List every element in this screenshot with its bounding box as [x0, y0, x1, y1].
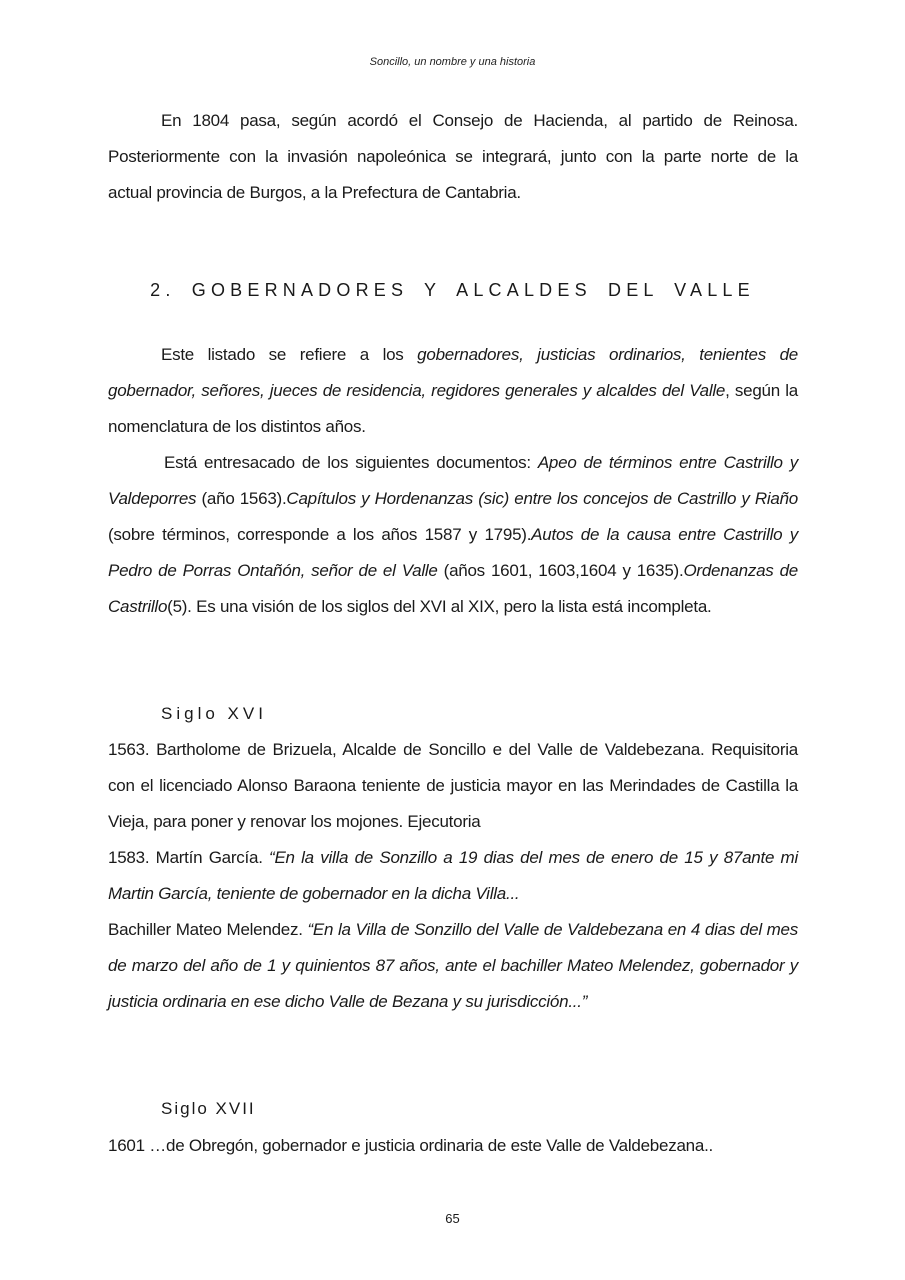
- siglo-xvii-label: Siglo XVII: [161, 1099, 256, 1118]
- fuentes-doc-title: Capítulos y Hordenanzas (sic) entre los concejos de Castrillo y Riaño: [286, 489, 798, 508]
- entry-quote: “En la villa de Sonzillo a 19 dias del mes de enero de 15 y 87ante mi Martin García, teniente de gobernador en la dicha Villa...: [108, 848, 798, 903]
- fuentes-doc-title: Apeo de términos entre Castrillo y Valdeporres: [108, 453, 798, 508]
- siglo-xvi-label: Siglo XVI: [161, 704, 267, 723]
- intro-line: Posteriormente con la invasión napoleónica se integrará, junto con la parte norte de la: [108, 147, 798, 166]
- entry-1601: 1601 …de Obregón, gobernador e justicia ordinaria de este Valle de Valdebezana..: [108, 1136, 714, 1155]
- intro-line: En 1804 pasa, según acordó el Consejo de Hacienda, al partido de Reinosa.: [161, 111, 798, 130]
- listado-text: [108, 337, 798, 445]
- entry-name: 1583. Martín García.: [108, 848, 270, 867]
- listado-text-plain: Este listado se refiere a los: [161, 345, 418, 364]
- intro-paragraph: [108, 103, 798, 211]
- entry-name: Bachiller Mateo Melendez.: [108, 920, 308, 939]
- fuentes-plain: (año 1563).: [196, 489, 287, 508]
- fuentes-doc-title: Ordenanzas de Castrillo: [108, 561, 798, 616]
- entry-1563: 1563. Bartholome de Brizuela, Alcalde de Soncillo e del Valle de Valdebezana. Requisitoria con el licenciado Alonso Baraona teniente de justicia mayor en las Merindades de Castilla la Vieja, para poner y renovar los mojones. Ejecutoria: [108, 740, 798, 831]
- entry-quote: “En la Villa de Sonzillo del Valle de Valdebezana en 4 dias del mes de marzo del año de 1 y quinientos 87 años, ante el bachiller Mateo Melendez, gobernador y justicia ordinaria en ese dicho Valle de Bezana y su jurisdicción...”: [108, 920, 799, 1011]
- section-heading: 2. GOBERNADORES Y ALCALDES DEL VALLE: [150, 280, 755, 300]
- fuentes-plain: (5). Es una visión de los siglos del XVI al XIX, pero la lista está incompleta.: [167, 597, 712, 616]
- intro-line: actual provincia de Burgos, a la Prefectura de Cantabria.: [108, 183, 521, 202]
- listado-paragraph: [108, 337, 798, 445]
- listado-text-italic: gobernadores, justicias ordinarios, tenientes de gobernador, señores, jueces de residencia, regidores generales y alcaldes del Valle: [108, 345, 798, 400]
- entry-melendez: [108, 912, 798, 1020]
- siglo-xvi-entries: [108, 732, 798, 1020]
- fuentes-doc-title: Autos de la causa entre Castrillo y Pedro de Porras Ontañón, señor de el Valle: [108, 525, 798, 580]
- fuentes-plain: (años 1601, 1603,1604 y 1635).: [437, 561, 684, 580]
- fuentes-text: [108, 445, 798, 625]
- fuentes-paragraph: [108, 445, 798, 625]
- fuentes-plain: (sobre términos, corresponde a los años 1587 y 1795).: [108, 525, 532, 544]
- entry-1583: [108, 840, 798, 912]
- running-header: Soncillo, un nombre y una historia: [369, 56, 536, 68]
- fuentes-plain: Está entresacado de los siguientes documentos:: [164, 453, 538, 472]
- listado-text-plain: , según la nomenclatura de los distintos años.: [108, 381, 798, 436]
- siglo-xvii-entries: [108, 1128, 798, 1164]
- page-number: 65: [445, 1211, 460, 1226]
